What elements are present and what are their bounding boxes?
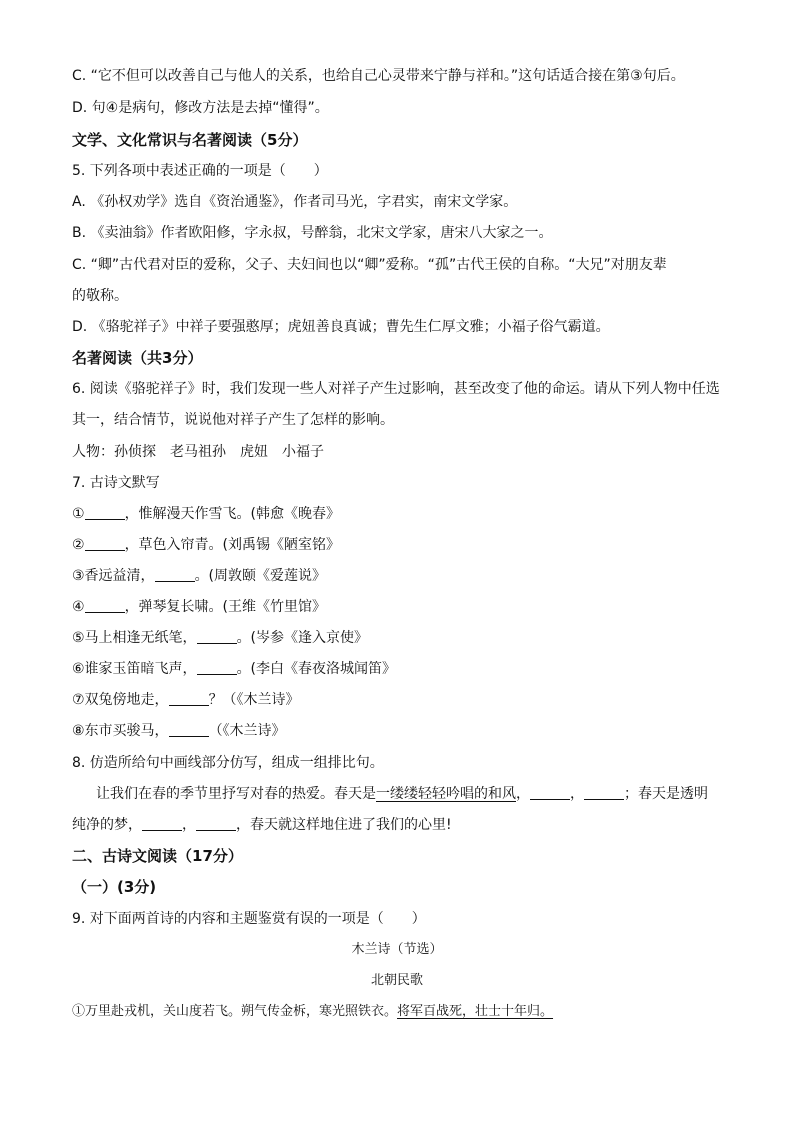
underlined-verse: 将军百战死，壮士十年归。 — [397, 1004, 554, 1019]
answer-blank[interactable] — [85, 505, 125, 520]
poem-author: 北朝民歌 — [370, 973, 423, 988]
dictation-item-8: ⑧东市买骏马， （《木兰诗》 — [72, 723, 286, 739]
poem-line-1: ①万里赴戎机，关山度若飞。朔气传金柝，寒光照铁衣。将军百战死，壮士十年归。 — [72, 1004, 554, 1019]
question-6-people: 人物：孙侦探 老马祖孙 虎妞 小福子 — [72, 444, 324, 460]
question-5-option-c-line2: 的敬称。 — [72, 288, 128, 304]
question-5-option-a: A. 《孙权劝学》选自《资治通鉴》，作者司马光，字君实，南宋文学家。 — [72, 194, 518, 210]
answer-blank[interactable] — [155, 567, 195, 582]
answer-blank[interactable] — [85, 598, 125, 613]
dictation-item-5: ⑤马上相逢无纸笔， 。(岑参《逢入京使》 — [72, 630, 369, 646]
dictation-item-4: ④ ，弹琴复长啸。(王维《竹里馆》 — [72, 599, 327, 615]
answer-blank[interactable] — [584, 785, 624, 800]
question-8-passage-line2: 纯净的梦， ， ，春天就这样地住进了我们的心里! — [72, 817, 452, 833]
answer-blank[interactable] — [142, 816, 182, 831]
dictation-item-7: ⑦双兔傍地走， ？（《木兰诗》 — [72, 692, 300, 708]
option-d-line: D. 句④是病句，修改方法是去掉“懂得”。 — [72, 100, 329, 116]
underlined-phrase: 一缕缕轻轻吟唱的和风 — [376, 786, 516, 802]
question-6-line1: 6. 阅读《骆驼祥子》时，我们发现一些人对祥子产生过影响，甚至改变了他的命运。请从下列人物中任选 — [72, 381, 720, 397]
dictation-item-2: ② ，草色入帘青。(刘禹锡《陋室铭》 — [72, 537, 341, 553]
question-6-line2: 其一，结合情节，说说他对祥子产生了怎样的影响。 — [72, 412, 394, 428]
question-5: 5. 下列各项中表述正确的一项是（ ） — [72, 163, 328, 179]
question-9: 9. 对下面两首诗的内容和主题鉴赏有误的一项是（ ） — [72, 911, 426, 927]
dictation-item-3: ③香远益清， 。(周敦颐《爱莲说》 — [72, 568, 327, 584]
answer-blank[interactable] — [530, 785, 570, 800]
answer-blank[interactable] — [169, 722, 209, 737]
question-5-option-d: D. 《骆驼祥子》中祥子要强憨厚；虎妞善良真诚；曹先生仁厚文雅；小福子俗气霸道。 — [72, 319, 610, 335]
answer-blank[interactable] — [197, 629, 237, 644]
section-heading-literature: 文学、文化常识与名著阅读（5分） — [72, 131, 308, 149]
dictation-item-1: ① ，惟解漫天作雪飞。(韩愈《晚春》 — [72, 506, 341, 522]
question-8-passage-line1: 让我们在春的季节里抒写对春的热爱。春天是一缕缕轻轻吟唱的和风， ， ；春天是透明 — [96, 786, 708, 802]
answer-blank[interactable] — [196, 816, 236, 831]
option-c-line: C. “它不但可以改善自己与他人的关系，也给自己心灵带来宁静与祥和。”这句话适合接在第③句后。 — [72, 68, 685, 84]
answer-blank[interactable] — [85, 536, 125, 551]
question-5-option-c-line1: C. “卿”古代君对臣的爱称，父子、夫妇间也以“卿”爱称。“孤”古代王侯的自称。“大兄”对朋友辈 — [72, 257, 667, 273]
subsection-heading-1: （一）(3分) — [72, 878, 157, 896]
question-7: 7. 古诗文默写 — [72, 475, 160, 491]
dictation-item-6: ⑥谁家玉笛暗飞声， 。(李白《春夜洛城闻笛》 — [72, 661, 397, 677]
answer-blank[interactable] — [197, 660, 237, 675]
question-8: 8. 仿造所给句中画线部分仿写，组成一组排比句。 — [72, 755, 384, 771]
answer-blank[interactable] — [169, 691, 209, 706]
section-heading-2: 二、古诗文阅读（17分） — [72, 847, 243, 865]
poem-title: 木兰诗（节选） — [351, 942, 443, 957]
question-5-option-b: B. 《卖油翁》作者欧阳修，字永叔，号醉翁，北宋文学家，唐宋八大家之一。 — [72, 225, 553, 241]
section-heading-classics: 名著阅读（共3分） — [72, 349, 203, 367]
